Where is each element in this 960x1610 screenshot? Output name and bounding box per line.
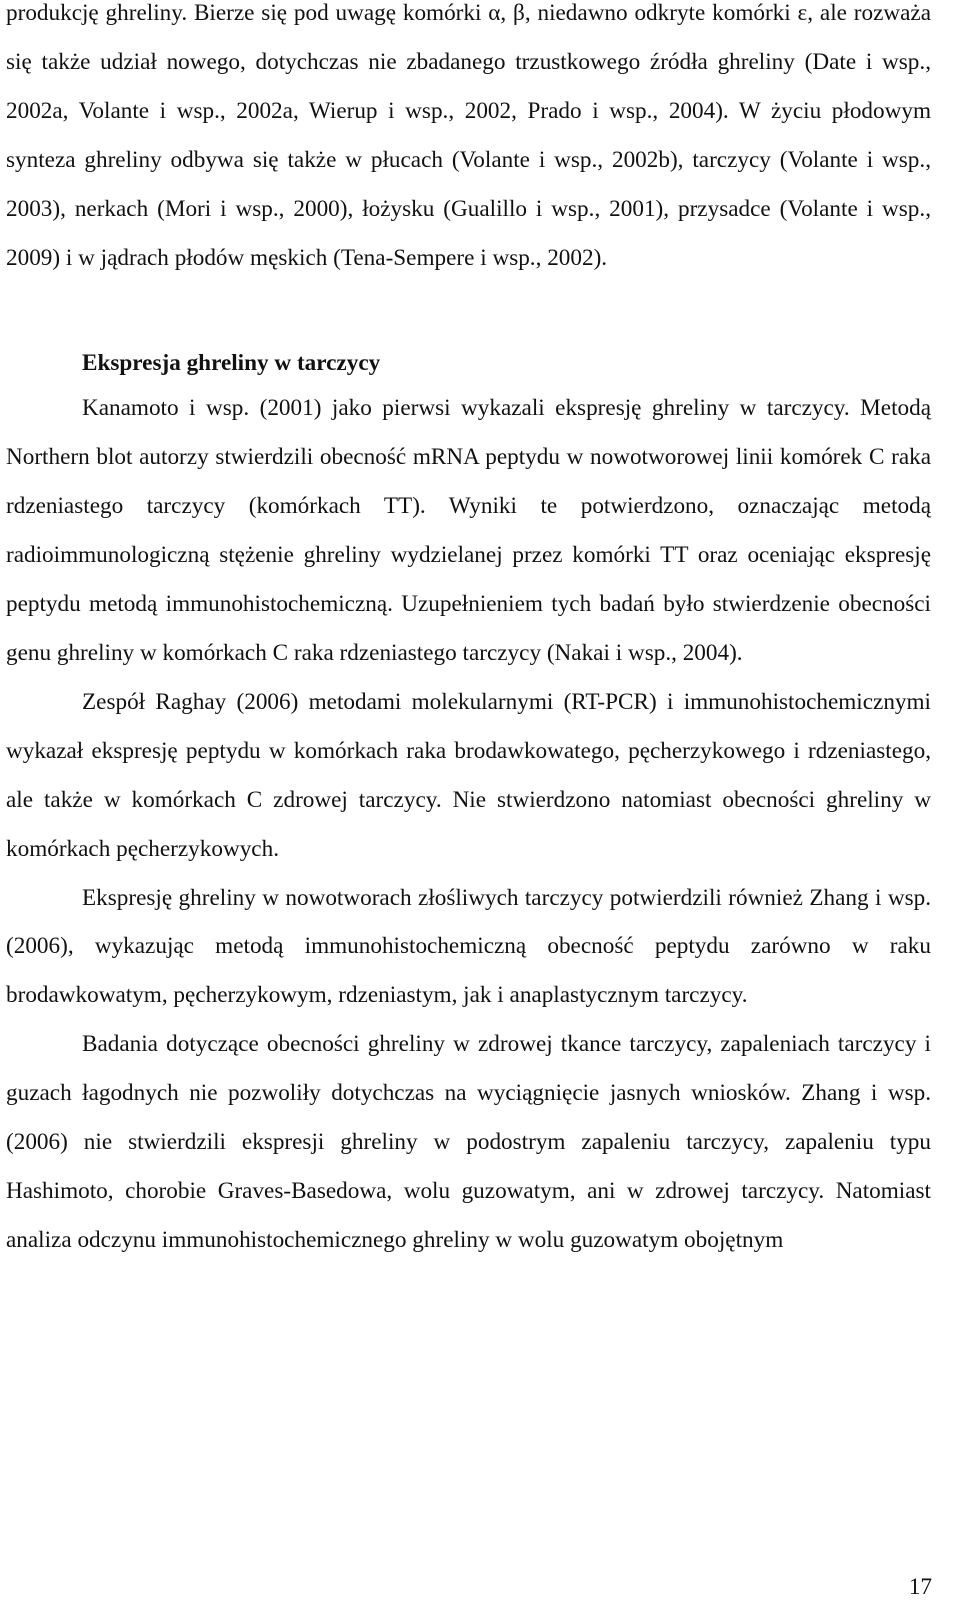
section-heading: Ekspresja ghreliny w tarczycy [82,350,381,377]
paragraph-raghay: Zespół Raghay (2006) metodami molekularnymi (RT-PCR) i immunohistochemicznymi wykazał ekspresję peptydu w komórkach raka brodawkowatego, pęcherzykowego i rdzeniastego, ale także w komórkach C zdrowej tarczycy. Nie stwierdzono natomiast obecności ghreliny w komórkach pęcherzykowych. [6,688,931,862]
paragraph-healthy-tissue: Badania dotyczące obecności ghreliny w zdrowej tkance tarczycy, zapaleniach tarczycy i guzach łagodnych nie pozwoliły dotychczas na wyciągnięcie jasnych wniosków. Zhang i wsp. (2006) nie stwierdzili ekspresji ghreliny w podostrym zapaleniu tarczycy, zapaleniu typu Hashimoto, chorobie Graves-Basedowa, wolu guzowatym, ani w zdrowej tarczycy. Natomiast analiza odczynu immunohistochemicznego ghreliny w wolu guzowatym obojętnym [6,1031,931,1253]
paragraph-continuation: produkcję ghreliny. Bierze się pod uwagę komórki α, β, niedawno odkryte komórki ε, ale rozważa się także udział nowego, dotychczas nie zbadanego trzustkowego źródła ghreliny (Date i wsp., 2002a, Volante i wsp., 2002a, Wierup i wsp., 2002, Prado i wsp., 2004). W życiu płodowym synteza ghreliny odbywa się także w płucach (Volante i wsp., 2002b), tarczycy (Volante i wsp., 2003), nerkach (Mori i wsp., 2000), łożysku (Gualillo i wsp., 2001), przysadce (Volante i wsp., 2009) i w jądrach płodów męskich (Tena-Sempere i wsp., 2002). [6,0,931,271]
document-page [6,0,931,1265]
paragraph-kanamoto: Kanamoto i wsp. (2001) jako pierwsi wykazali ekspresję ghreliny w tarczycy. Metodą Northern blot autorzy stwierdzili obecność mRNA peptydu w nowotworowej linii komórek C raka rdzeniastego tarczycy (komórkach TT). Wyniki te potwierdzono, oznaczając metodą radioimmunologiczną stężenie ghreliny wydzielanej przez komórki TT oraz oceniając ekspresję peptydu metodą immunohistochemiczną. Uzupełnieniem tych badań było stwierdzenie obecności genu ghreliny w komórkach C raka rdzeniastego tarczycy (Nakai i wsp., 2004). [6,395,931,666]
page-number: 17 [908,1574,932,1600]
paragraph-zhang-expression: Ekspresję ghreliny w nowotworach złośliwych tarczycy potwierdzili również Zhang i wsp. (2006), wykazując metodą immunohistochemiczną obecność peptydu zarówno w raku brodawkowatym, pęcherzykowym, rdzeniastym, jak i anaplastycznym tarczycy. [6,884,931,1009]
